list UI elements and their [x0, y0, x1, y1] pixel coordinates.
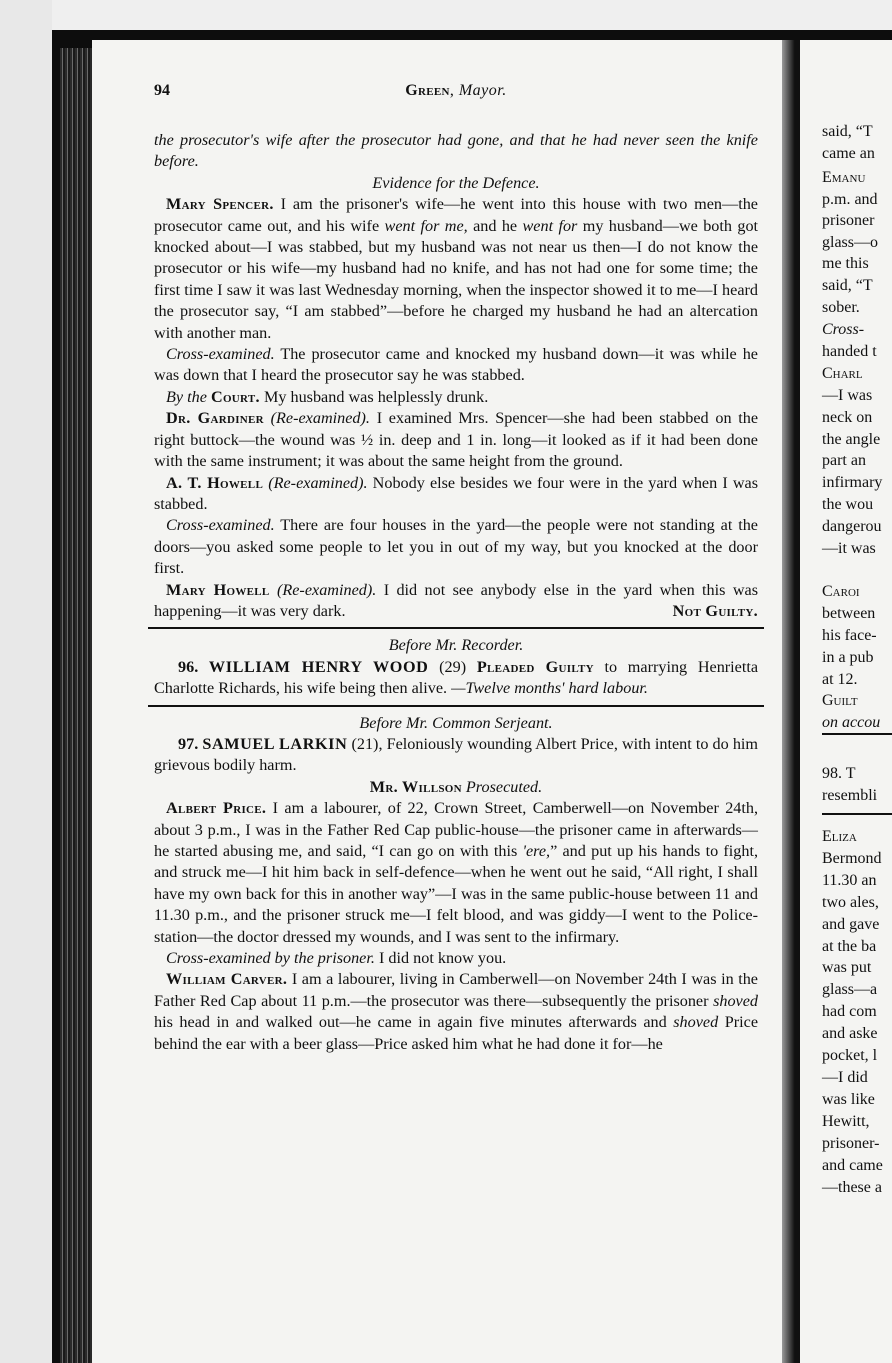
page-edges	[60, 48, 92, 1363]
testimony-a-t-howell: A. T. Howell (Re-examined). Nobody else besides we four were in the yard when I was stabbed.	[154, 473, 759, 513]
page-header	[154, 82, 758, 104]
right-page-fragment: prisoner-	[822, 1135, 880, 1152]
right-page-fragment: Bermond	[822, 850, 882, 867]
right-page-fragment: glass—a	[822, 981, 878, 998]
right-page-fragment: sober.	[822, 299, 860, 316]
page-number: 94	[154, 82, 170, 99]
right-page-fragment: 98. T	[822, 765, 856, 782]
right-page-fragment: pocket, l	[822, 1047, 878, 1064]
running-head-name: Green	[405, 82, 450, 99]
continuation-line: the prosecutor's wife after the prosecutor had gone, and that he had never seen the knife before.	[154, 131, 758, 171]
prosecution-line: Mr. Willson Prosecuted.	[369, 777, 543, 796]
right-page-fragment: Guilt	[822, 692, 858, 709]
right-page-fragment: p.m. and	[822, 191, 878, 208]
sentence: —Twelve months' hard labour.	[451, 679, 648, 698]
right-page-fragment: between	[822, 605, 876, 622]
case-number: 96.	[178, 657, 199, 676]
right-page-partial	[800, 40, 892, 1363]
verdict: Not Guilty.	[672, 601, 758, 620]
running-head: Green, Mayor.	[405, 82, 507, 99]
testimony-mary-howell: Mary Howell (Re-examined). I did not see anybody else in the yard when this was happening—it was very dark. Not Guilty.	[154, 580, 758, 623]
left-page	[92, 40, 782, 1363]
right-page-fragment: infirmary	[822, 474, 883, 491]
right-page-fragment: at the ba	[822, 938, 877, 955]
right-page-fragment: was put	[822, 959, 872, 976]
witness-name: A. T. Howell	[166, 473, 264, 492]
defendant-name: SAMUEL LARKIN	[202, 734, 348, 753]
divider	[148, 627, 764, 629]
case-97: 97. SAMUEL LARKIN (21), Feloniously wounding Albert Price, with intent to do him grievous bodily harm.	[154, 734, 759, 775]
right-page-fragment: glass—o	[822, 234, 878, 251]
right-page-divider	[822, 733, 892, 735]
right-page-fragment: came an	[822, 145, 875, 162]
right-page-fragment: Caroi	[822, 583, 860, 600]
right-page-fragment: and aske	[822, 1025, 878, 1042]
right-page-fragment: on accou	[822, 714, 881, 731]
cross-examination: Cross-examined by the prisoner. I did not know you.	[166, 949, 507, 968]
right-page-fragment: dangerou	[822, 518, 882, 535]
cross-examination: Cross-examined. The prosecutor came and knocked my husband down—it was while he was down that I heard the prosecutor say he was stabbed.	[154, 345, 758, 385]
right-page-fragment: Hewitt,	[822, 1113, 870, 1130]
right-page-fragment: Emanu	[822, 169, 866, 186]
witness-name: Dr. Gardiner	[166, 409, 264, 428]
testimony-dr-gardiner: Dr. Gardiner (Re-examined). I examined Mrs. Spencer—she had been stabbed on the right buttock—the wound was ½ in. deep and 1 in. long—it looked as if it had been done with the same instrument; it was about the same height from the ground.	[154, 409, 759, 471]
right-page-fragment: —I was	[822, 387, 873, 404]
section-heading-defence: Evidence for the Defence.	[372, 173, 540, 192]
witness-name: Mary Howell	[166, 580, 270, 599]
right-page-fragment: and gave	[822, 916, 880, 933]
case-96: 96. WILLIAM HENRY WOOD (29) Pleaded Guilty to marrying Henrietta Charlotte Richards, his wife being then alive. —Twelve months' hard labour.	[154, 657, 759, 698]
scanner-background-left	[0, 0, 52, 1363]
right-page-fragment: the angle	[822, 431, 881, 448]
right-page-fragment: and came	[822, 1157, 883, 1174]
court-heading-common-serjeant: Before Mr. Common Serjeant.	[359, 713, 553, 732]
right-page-fragment: Eliza	[822, 828, 857, 845]
witness-name: Mary Spencer.	[166, 195, 274, 214]
divider	[148, 705, 764, 707]
testimony-mary-spencer: Mary Spencer. I am the prisoner's wife—he went into this house with two men—the prosecutor came out, and his wife went for me, and he went for my husband—we both got knocked about—I was stabbed, but my husband was not near us then—I do not know the prosecutor or his wife—my husband had no knife, and has not had one for some time; the first time I saw it was last Wednesday morning, when the inspector showed it to me—I heard the prosecutor say, “I am stabbed”—before he charged my husband he had an altercation with another man.	[154, 195, 759, 342]
right-page-fragment: me this	[822, 255, 869, 272]
by-the-court: By the Court. My husband was helplessly drunk.	[166, 387, 489, 406]
right-page-fragment: said, “T	[822, 277, 873, 294]
right-page-divider	[822, 813, 892, 815]
book-gutter	[782, 40, 800, 1363]
defendant-name: WILLIAM HENRY WOOD	[208, 657, 429, 676]
running-head-title: Mayor.	[458, 82, 507, 99]
right-page-fragment: neck on	[822, 409, 873, 426]
right-page-fragment: resembli	[822, 787, 878, 804]
page-body	[154, 130, 758, 1055]
right-page-fragment: —I did	[822, 1069, 868, 1086]
right-page-fragment: said, “T	[822, 123, 873, 140]
right-page-fragment: the wou	[822, 496, 874, 513]
testimony-william-carver: William Carver. I am a labourer, living in Camberwell—on November 24th I was in the Father Red Cap about 11 p.m.—the prosecutor was there—subsequently the prisoner shoved his head in and walked out—he came in again five minutes afterwards and shoved Price behind the ear with a beer glass—Price asked him what he had done it for—he	[154, 970, 759, 1053]
witness-name: William Carver.	[166, 970, 288, 989]
right-page-fragment: —these a	[822, 1179, 882, 1196]
case-number: 97.	[178, 734, 199, 753]
right-page-fragment: had com	[822, 1003, 877, 1020]
right-page-fragment: 11.30 an	[822, 872, 877, 889]
right-page-fragment: in a pub	[822, 649, 874, 666]
right-page-fragment: prisoner	[822, 212, 875, 229]
right-page-fragment: —it was	[822, 540, 876, 557]
witness-name: Albert Price.	[166, 799, 267, 818]
right-page-fragment: part an	[822, 452, 866, 469]
court-heading-recorder: Before Mr. Recorder.	[388, 636, 524, 655]
right-page-fragment: at 12.	[822, 671, 858, 688]
right-page-fragment: his face-	[822, 627, 877, 644]
right-page-fragment: Charl	[822, 365, 863, 382]
right-page-fragment: handed t	[822, 343, 877, 360]
right-page-fragment: two ales,	[822, 894, 879, 911]
right-page-fragment: Cross-	[822, 321, 865, 338]
testimony-albert-price: Albert Price. I am a labourer, of 22, Crown Street, Camberwell—on November 24th, about 3 p.m., I was in the Father Red Cap public-house—the prisoner came in afterwards—he started abusing me, and said, “I can go on with this 'ere,” and put up his hands to fight, and struck me—I hit him back in self-defence—when he went out he said, “All right, I shall have my own back for this in another way”—I was in the same public-house between 11 and 11.30 p.m., and the prisoner struck me—I felt blood, and was giddy—I went to the Police-station—the doctor dressed my wounds, and I was sent to the infirmary.	[154, 799, 759, 946]
right-page-fragment: was like	[822, 1091, 875, 1108]
cross-examination: Cross-examined. There are four houses in the yard—the people were not standing at the doors—you asked some people to let you in out of my way, but you knocked at the door first.	[154, 516, 758, 578]
